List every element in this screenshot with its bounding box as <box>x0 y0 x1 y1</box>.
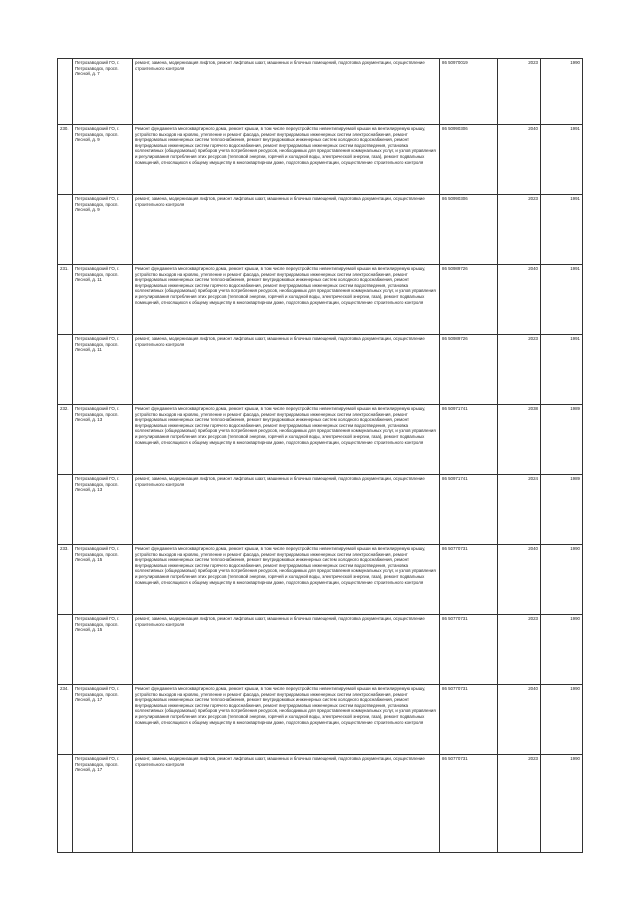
oktmo-code-cell: 86 50990306 <box>440 125 498 195</box>
oktmo-code-cell: 86 50770731 <box>440 615 498 685</box>
oktmo-code-cell: 86 50970019 <box>440 59 498 125</box>
work-type-cell: Ремонт фундамента многоквартирного дома, ремонт крыши, в том числе переустройство невентилируемой крыши на вентилируемую крышу, устройство выходов на кровлю, утепление и ремонт фасада, ремонт внутридомовых инженерных систем электроснабжения, ремонт внутридомовых инженерных систем теплоснабжения, ремонт внутридомовых инженерных систем холодного водоснабжения, ремонт внутридомовых инженерных систем горячего водоснабжения, ремонт внутридомовых инженерных систем водоотведения, установка коллективных (общедомовых) приборов учета потребления ресурсов, необходимых для предоставления коммунальных услуг, и узлов управления и регулирования потребления этих ресурсов (тепловой энергии, горячей и холодной воды, электрической энергии, газа), ремонт подвальных помещений, относящихся к общему имуществу в многоквартирном доме, подготовка документации, осуществление строительного контроля <box>133 125 440 195</box>
table-row <box>58 405 583 475</box>
table-row <box>58 125 583 195</box>
address-cell: Петрозаводский ГО, г. Петрозаводск, просп. Лесной, д. 13 <box>73 475 133 545</box>
build-year-cell: 1991 <box>541 335 583 405</box>
address-cell: Петрозаводский ГО, г. Петрозаводск, просп. Лесной, д. 7 <box>73 59 133 125</box>
row-number-cell <box>58 59 73 125</box>
row-number-cell: 234. <box>58 685 73 755</box>
planned-year-cell: 2023 <box>498 755 541 853</box>
oktmo-code-cell: 86 50770731 <box>440 545 498 615</box>
oktmo-code-cell: 86 50770731 <box>440 755 498 853</box>
address-cell: Петрозаводский ГО, г. Петрозаводск, просп. Лесной, д. 11 <box>73 265 133 335</box>
work-type-cell: ремонт, замена, модернизация лифтов, ремонт лифтовых шахт, машинных и блочных помещений, подготовка документации, осуществление строительного контроля <box>133 335 440 405</box>
build-year-cell: 1990 <box>541 685 583 755</box>
row-number-cell: 232. <box>58 405 73 475</box>
address-cell: Петрозаводский ГО, г. Петрозаводск, просп. Лесной, д. 15 <box>73 545 133 615</box>
oktmo-code-cell: 86 50770731 <box>440 685 498 755</box>
table-row <box>58 685 583 755</box>
planned-year-cell: 2023 <box>498 195 541 265</box>
row-number-cell <box>58 475 73 545</box>
table-row <box>58 195 583 265</box>
table-row <box>58 545 583 615</box>
oktmo-code-cell: 86 50989726 <box>440 265 498 335</box>
oktmo-code-cell: 86 50989726 <box>440 335 498 405</box>
row-number-cell <box>58 615 73 685</box>
address-cell: Петрозаводский ГО, г. Петрозаводск, просп. Лесной, д. 17 <box>73 755 133 853</box>
build-year-cell: 1990 <box>541 755 583 853</box>
row-number-cell: 231. <box>58 265 73 335</box>
table-row <box>58 615 583 685</box>
build-year-cell: 1989 <box>541 475 583 545</box>
work-type-cell: Ремонт фундамента многоквартирного дома, ремонт крыши, в том числе переустройство невентилируемой крыши на вентилируемую крышу, устройство выходов на кровлю, утепление и ремонт фасада, ремонт внутридомовых инженерных систем электроснабжения, ремонт внутридомовых инженерных систем теплоснабжения, ремонт внутридомовых инженерных систем холодного водоснабжения, ремонт внутридомовых инженерных систем горячего водоснабжения, ремонт внутридомовых инженерных систем водоотведения, установка коллективных (общедомовых) приборов учета потребления ресурсов, необходимых для предоставления коммунальных услуг, и узлов управления и регулирования потребления этих ресурсов (тепловой энергии, горячей и холодной воды, электрической энергии, газа), ремонт подвальных помещений, относящихся к общему имуществу в многоквартирном доме, подготовка документации, осуществление строительного контроля <box>133 405 440 475</box>
address-cell: Петрозаводский ГО, г. Петрозаводск, просп. Лесной, д. 11 <box>73 335 133 405</box>
planned-year-cell: 2040 <box>498 545 541 615</box>
work-type-cell: Ремонт фундамента многоквартирного дома, ремонт крыши, в том числе переустройство невентилируемой крыши на вентилируемую крышу, устройство выходов на кровлю, утепление и ремонт фасада, ремонт внутридомовых инженерных систем электроснабжения, ремонт внутридомовых инженерных систем теплоснабжения, ремонт внутридомовых инженерных систем холодного водоснабжения, ремонт внутридомовых инженерных систем горячего водоснабжения, ремонт внутридомовых инженерных систем водоотведения, установка коллективных (общедомовых) приборов учета потребления ресурсов, необходимых для предоставления коммунальных услуг, и узлов управления и регулирования потребления этих ресурсов (тепловой энергии, горячей и холодной воды, электрической энергии, газа), ремонт подвальных помещений, относящихся к общему имуществу в многоквартирном доме, подготовка документации, осуществление строительного контроля <box>133 545 440 615</box>
address-cell: Петрозаводский ГО, г. Петрозаводск, просп. Лесной, д. 9 <box>73 195 133 265</box>
planned-year-cell: 2040 <box>498 125 541 195</box>
build-year-cell: 1991 <box>541 195 583 265</box>
build-year-cell: 1990 <box>541 59 583 125</box>
planned-year-cell: 2023 <box>498 59 541 125</box>
build-year-cell: 1991 <box>541 265 583 335</box>
table-row <box>58 335 583 405</box>
oktmo-code-cell: 86 50971741 <box>440 475 498 545</box>
address-cell: Петрозаводский ГО, г. Петрозаводск, просп. Лесной, д. 17 <box>73 685 133 755</box>
work-type-cell: Ремонт фундамента многоквартирного дома, ремонт крыши, в том числе переустройство невентилируемой крыши на вентилируемую крышу, устройство выходов на кровлю, утепление и ремонт фасада, ремонт внутридомовых инженерных систем электроснабжения, ремонт внутридомовых инженерных систем теплоснабжения, ремонт внутридомовых инженерных систем холодного водоснабжения, ремонт внутридомовых инженерных систем горячего водоснабжения, ремонт внутридомовых инженерных систем водоотведения, установка коллективных (общедомовых) приборов учета потребления ресурсов, необходимых для предоставления коммунальных услуг, и узлов управления и регулирования потребления этих ресурсов (тепловой энергии, горячей и холодной воды, электрической энергии, газа), ремонт подвальных помещений, относящихся к общему имуществу в многоквартирном доме, подготовка документации, осуществление строительного контроля <box>133 265 440 335</box>
row-number-cell <box>58 755 73 853</box>
table-row <box>58 755 583 853</box>
table-row <box>58 265 583 335</box>
row-number-cell <box>58 335 73 405</box>
planned-year-cell: 2038 <box>498 405 541 475</box>
build-year-cell: 1990 <box>541 615 583 685</box>
table-row <box>58 59 583 125</box>
table-body <box>58 59 583 853</box>
oktmo-code-cell: 86 50990306 <box>440 195 498 265</box>
row-number-cell: 230. <box>58 125 73 195</box>
planned-year-cell: 2040 <box>498 685 541 755</box>
planned-year-cell: 2023 <box>498 615 541 685</box>
build-year-cell: 1989 <box>541 405 583 475</box>
address-cell: Петрозаводский ГО, г. Петрозаводск, просп. Лесной, д. 9 <box>73 125 133 195</box>
table-row <box>58 475 583 545</box>
oktmo-code-cell: 86 50971741 <box>440 405 498 475</box>
row-number-cell <box>58 195 73 265</box>
row-number-cell: 233. <box>58 545 73 615</box>
build-year-cell: 1990 <box>541 545 583 615</box>
planned-year-cell: 2023 <box>498 335 541 405</box>
planned-year-cell: 2024 <box>498 475 541 545</box>
work-type-cell: Ремонт фундамента многоквартирного дома, ремонт крыши, в том числе переустройство невентилируемой крыши на вентилируемую крышу, устройство выходов на кровлю, утепление и ремонт фасада, ремонт внутридомовых инженерных систем электроснабжения, ремонт внутридомовых инженерных систем теплоснабжения, ремонт внутридомовых инженерных систем холодного водоснабжения, ремонт внутридомовых инженерных систем горячего водоснабжения, ремонт внутридомовых инженерных систем водоотведения, установка коллективных (общедомовых) приборов учета потребления ресурсов, необходимых для предоставления коммунальных услуг, и узлов управления и регулирования потребления этих ресурсов (тепловой энергии, горячей и холодной воды, электрической энергии, газа), ремонт подвальных помещений, относящихся к общему имуществу в многоквартирном доме, подготовка документации, осуществление строительного контроля <box>133 685 440 755</box>
work-type-cell: ремонт, замена, модернизация лифтов, ремонт лифтовых шахт, машинных и блочных помещений, подготовка документации, осуществление строительного контроля <box>133 475 440 545</box>
work-type-cell: ремонт, замена, модернизация лифтов, ремонт лифтовых шахт, машинных и блочных помещений, подготовка документации, осуществление строительного контроля <box>133 615 440 685</box>
planned-year-cell: 2040 <box>498 265 541 335</box>
capital-repair-table <box>57 58 583 853</box>
address-cell: Петрозаводский ГО, г. Петрозаводск, просп. Лесной, д. 13 <box>73 405 133 475</box>
work-type-cell: ремонт, замена, модернизация лифтов, ремонт лифтовых шахт, машинных и блочных помещений, подготовка документации, осуществление строительного контроля <box>133 195 440 265</box>
work-type-cell: ремонт, замена, модернизация лифтов, ремонт лифтовых шахт, машинных и блочных помещений, подготовка документации, осуществление строительного контроля <box>133 755 440 853</box>
work-type-cell: ремонт, замена, модернизация лифтов, ремонт лифтовых шахт, машинных и блочных помещений, подготовка документации, осуществление строительного контроля <box>133 59 440 125</box>
build-year-cell: 1991 <box>541 125 583 195</box>
address-cell: Петрозаводский ГО, г. Петрозаводск, просп. Лесной, д. 15 <box>73 615 133 685</box>
